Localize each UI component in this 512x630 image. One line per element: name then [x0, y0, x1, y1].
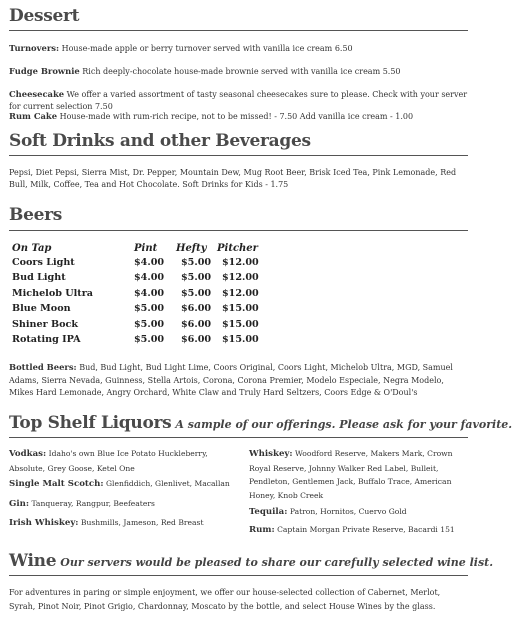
soft-drinks-text: Pepsi, Diet Pepsi, Sierra Mist, Dr. Pepper, Mountain Dew, Mug Root Beer, Brisk Iced Tea, Pink Lemonade, Red Bull, Milk, Coffee, Tea and Hot Chocolate. Soft Drinks for Kids - 1.75 — [9, 168, 457, 189]
beer-price-pint: $4.00 — [134, 272, 165, 284]
dessert-title: Dessert — [9, 6, 80, 26]
wine-rule — [9, 575, 468, 576]
beer-header-hefty: Hefty — [176, 243, 207, 254]
liquor-text: Bushmills, Jameson, Red Breast — [80, 518, 204, 528]
beer-header-pint: Pint — [134, 243, 158, 254]
dessert-item-name: Rum Cake — [9, 111, 58, 121]
wine-subtitle: Our servers would be pleased to share our carefully selected wine list. — [60, 556, 494, 569]
liquor-label: Single Malt Scotch: — [9, 479, 104, 490]
beer-price-hefty: $6.00 — [181, 303, 212, 315]
wine-title — [9, 551, 493, 571]
liquor-entry — [9, 497, 234, 512]
beer-price-pitcher: $12.00 — [222, 287, 259, 299]
beer-price-hefty: $5.00 — [181, 257, 212, 268]
liquor-entry — [249, 505, 467, 520]
dessert-item — [9, 66, 468, 78]
beer-name: Coors Light — [12, 257, 75, 268]
beer-price-pint: $4.00 — [134, 287, 165, 299]
dessert-item-desc: We offer a varied assortment of tasty seasonal cheesecakes sure to please. Check with your server for current selection 7.50 — [9, 90, 468, 111]
beer-header-pitcher: Pitcher — [217, 243, 258, 254]
liquors-rule — [9, 437, 468, 438]
liquors-right-column — [249, 447, 467, 538]
dessert-item-desc: Rich deeply-chocolate house-made brownie served with vanilla ice cream 5.50 — [82, 67, 401, 76]
liquor-entry — [249, 523, 467, 538]
bottled-beers — [9, 361, 468, 400]
dessert-item-name: Cheesecake — [9, 89, 65, 99]
bottled-beers-label: Bottled Beers: — [9, 362, 77, 372]
beer-price-hefty: $5.00 — [181, 287, 212, 299]
beer-price-hefty: $6.00 — [181, 318, 212, 330]
liquor-label: Whiskey: — [249, 449, 293, 459]
liquor-text: Glenfiddich, Glenlivet, Macallan — [105, 479, 230, 489]
liquor-label: Rum: — [249, 524, 275, 535]
beers-title: Beers — [9, 205, 63, 225]
beer-name: Michelob Ultra — [12, 287, 93, 299]
beer-price-pitcher: $12.00 — [222, 257, 259, 268]
dessert-item-desc: House-made apple or berry turnover served with vanilla ice cream 6.50 — [61, 44, 353, 53]
wine-text: For adventures in paring or simple enjoyment, we offer our house-selected collection of Cabernet, Merlot, Syrah, Pinot Noir, Pinot Grigio, Chardonnay, Moscato by the bottle, and select House Wines by the glass. — [9, 588, 441, 611]
liquor-label: Vodkas: — [9, 449, 47, 459]
beer-price-pitcher: $12.00 — [222, 272, 259, 284]
beer-price-pitcher: $15.00 — [222, 303, 259, 315]
beer-header-on-tap: On Tap — [12, 243, 52, 254]
liquor-entry — [9, 447, 234, 475]
liquor-text: Tanqueray, Rangpur, Beefeaters — [31, 498, 155, 508]
liquor-label: Tequila: — [249, 507, 288, 518]
beer-name: Shiner Bock — [12, 318, 79, 330]
liquor-label: Gin: — [9, 498, 30, 509]
liquors-title — [9, 413, 512, 433]
liquor-entry — [9, 516, 234, 531]
bottled-beers-text: Bud, Bud Light, Bud Light Lime, Coors Original, Coors Light, Michelob Ultra, MGD, Samuel Adams, Sierra Nevada, Guinness, Stella Artois, Corona, Corona Premier, Modelo Especiale, Negra Modelo, Mikes Hard Lemonade, Angry Orchard, White Claw and Truly Hard Seltzers, Coors Edge & O'Doul's — [9, 363, 453, 398]
liquor-text: Idaho's own Blue Ice Potato Huckleberry, Absolute, Grey Goose, Ketel One — [9, 449, 208, 473]
beer-price-hefty: $6.00 — [181, 334, 212, 345]
beer-name: Rotating IPA — [12, 334, 81, 345]
dessert-rule — [9, 30, 468, 31]
beer-price-hefty: $5.00 — [181, 272, 212, 284]
liquor-entry — [9, 477, 234, 492]
soft-drinks-rule — [9, 155, 468, 156]
dessert-item — [9, 89, 468, 112]
liquor-entry — [249, 447, 467, 502]
beer-price-pitcher: $15.00 — [222, 334, 259, 345]
beer-price-pint: $5.00 — [134, 318, 165, 330]
dessert-item — [9, 43, 468, 55]
liquors-subtitle: A sample of our offerings. Please ask for your favorite. — [175, 418, 512, 431]
wine-heading: Wine — [9, 551, 57, 571]
liquor-text: Patron, Hornitos, Cuervo Gold — [289, 507, 407, 517]
liquors-left-column — [9, 447, 234, 531]
dessert-item-name: Turnovers: — [9, 43, 60, 53]
dessert-item-desc: House-made with rum-rich recipe, not to be missed! - 7.50 Add vanilla ice cream - 1.00 — [59, 112, 414, 121]
beer-name: Blue Moon — [12, 303, 71, 315]
dessert-item — [9, 111, 468, 123]
beer-price-pint: $4.00 — [134, 257, 165, 268]
beer-price-pitcher: $15.00 — [222, 318, 259, 330]
beers-rule — [9, 230, 468, 231]
liquors-heading: Top Shelf Liquors — [9, 413, 172, 433]
soft-drinks-title: Soft Drinks and other Beverages — [9, 131, 311, 151]
beer-price-pint: $5.00 — [134, 334, 165, 345]
liquor-text: Woodford Reserve, Makers Mark, Crown Royal Reserve, Johnny Walker Red Label, Bulleit, Pendleton, Gentlemen Jack, Buffalo Trace, American Honey, Knob Creek — [249, 449, 453, 500]
liquor-label: Irish Whiskey: — [9, 518, 79, 529]
beer-price-pint: $5.00 — [134, 303, 165, 315]
liquor-text: Captain Morgan Private Reserve, Bacardi 151 — [277, 524, 455, 534]
beer-name: Bud Light — [12, 272, 66, 284]
dessert-item-name: Fudge Brownie — [9, 66, 80, 76]
